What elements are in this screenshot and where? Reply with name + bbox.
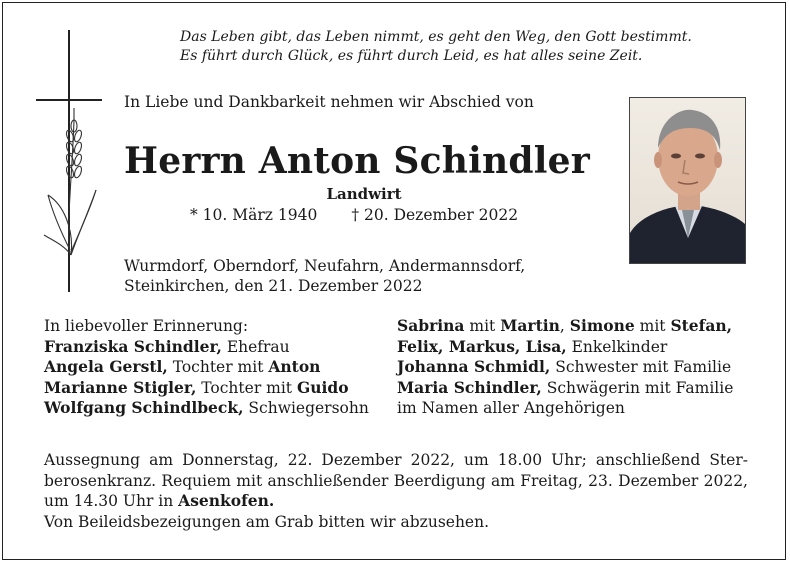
condolence-note: Von Beileidsbezeigungen am Grab bitten wir abzusehen. <box>44 512 490 531</box>
mourner-row: Maria Schindler, Schwägerin mit Familie <box>397 377 734 397</box>
cross-with-wheat-icon <box>34 30 104 292</box>
mourners-left <box>44 316 384 419</box>
mourner-row: Marianne Stigler, Tochter mit Guido <box>44 377 349 397</box>
funeral-info: Aussegnung am Donnerstag, 22. Dezember 2022, um 18.00 Uhr; anschließend Sterberosenkranz. Requiem mit anschließender Beerdigung am Freitag, 23. Dezember 2022, um 14.30 Uhr in Asenkofen. <box>44 451 748 510</box>
death-date: † 20. Dezember 2022 <box>351 206 519 224</box>
mourners-header: In liebevoller Erinnerung: <box>44 317 249 335</box>
quote-line-1: Das Leben gibt, das Leben nimmt, es geht den Weg, den Gott bestimmt. <box>180 29 692 45</box>
mourners-right <box>397 316 767 419</box>
mourner-row: im Namen aller Angehörigen <box>397 399 625 417</box>
places-line-1: Wurmdorf, Oberndorf, Neufahrn, Andermannsdorf, <box>124 257 526 275</box>
profession: Landwirt <box>326 185 402 203</box>
life-dates <box>190 206 518 224</box>
portrait-photo <box>629 97 746 264</box>
mourner-row: Wolfgang Schindlbeck, Schwiegersohn <box>44 398 369 417</box>
portrait-image <box>630 98 746 264</box>
quote <box>180 28 760 66</box>
quote-line-2: Es führt durch Glück, es führt durch Leid, es hat alles seine Zeit. <box>180 48 643 64</box>
mourner-row: Sabrina mit Martin, Simone mit Stefan, <box>397 316 733 335</box>
funeral-details <box>44 450 748 532</box>
mourner-row: Felix, Markus, Lisa, Enkelkinder <box>397 336 668 356</box>
birth-date: * 10. März 1940 <box>190 206 318 224</box>
mourner-row: Angela Gerstl, Tochter mit Anton <box>44 357 321 376</box>
intro-text: In Liebe und Dankbarkeit nehmen wir Abschied von <box>124 93 534 111</box>
places <box>124 256 525 296</box>
deceased-name: Herrn Anton Schindler <box>124 140 590 182</box>
mourner-row: Johanna Schmidl, Schwester mit Familie <box>397 357 732 376</box>
places-line-2: Steinkirchen, den 21. Dezember 2022 <box>124 277 423 295</box>
mourner-row: Franziska Schindler, Ehefrau <box>44 336 290 356</box>
